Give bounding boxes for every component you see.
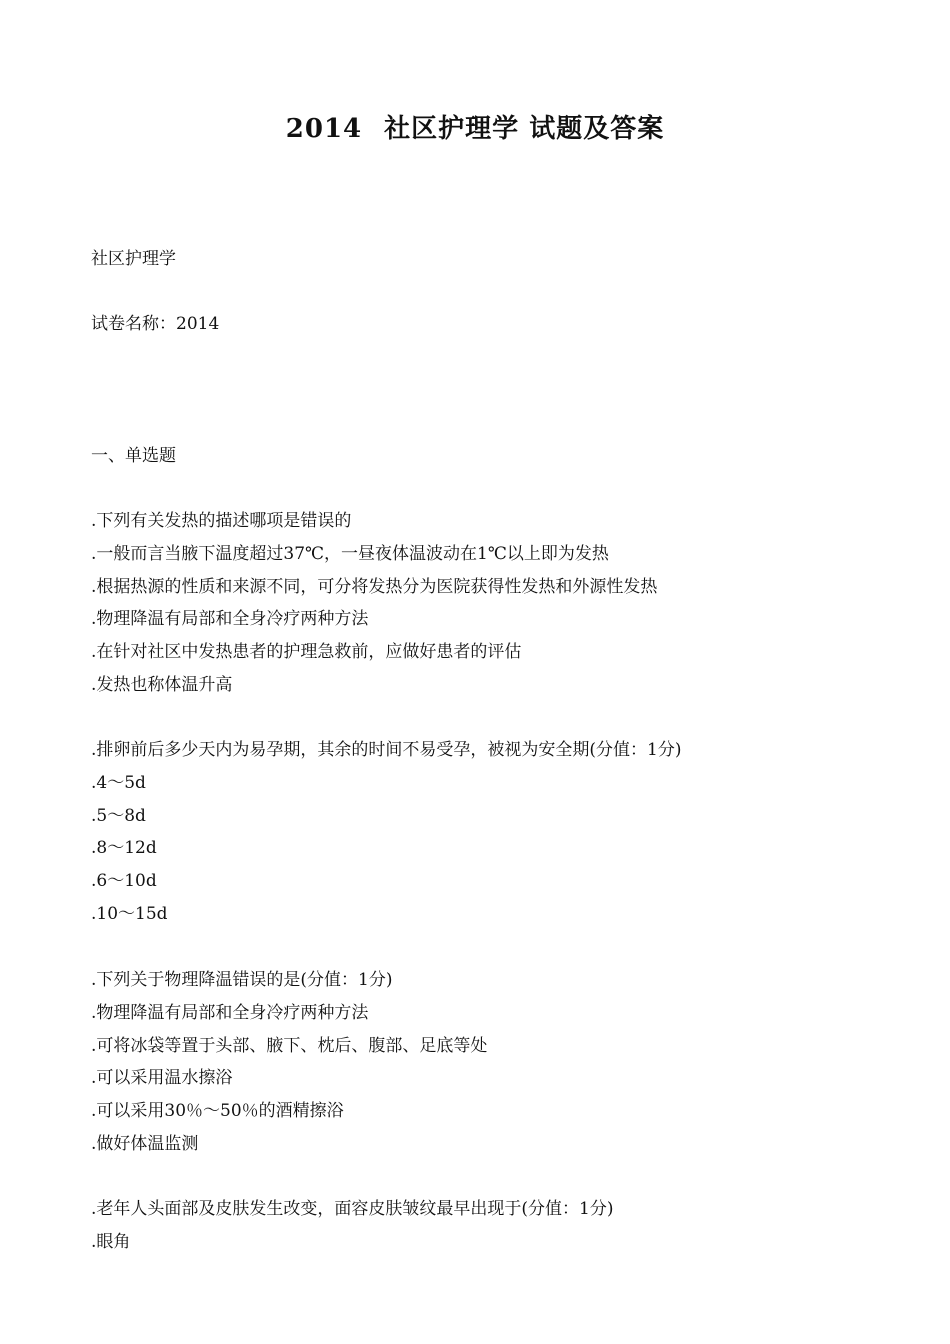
option-line: .可以采用30％～50％的酒精擦浴 (91, 1101, 344, 1122)
option-line: .在针对社区中发热患者的护理急救前，应做好患者的评估 (91, 642, 522, 663)
option-line: .可以采用温水擦浴 (91, 1068, 233, 1089)
question-block (91, 734, 911, 931)
question-block (91, 964, 911, 1161)
title-text: 社区护理学 试题及答案 (384, 114, 665, 144)
option-line: .做好体温监测 (91, 1133, 199, 1154)
question-stem: .排卵前后多少天内为易孕期，其余的时间不易受孕，被视为安全期(分值：1分) (91, 740, 682, 760)
option-line: .10～15d (91, 903, 168, 924)
option-line: .眼角 (91, 1231, 131, 1252)
option-line: .物理降温有局部和全身冷疗两种方法 (91, 609, 369, 630)
option-line: .6～10d (91, 871, 157, 892)
option-line: .5～8d (91, 805, 146, 826)
question-stem: .老年人头面部及皮肤发生改变，面容皮肤皱纹最早出现于(分值：1分) (91, 1199, 614, 1219)
option-line: .根据热源的性质和来源不同，可分将发热分为医院获得性发热和外源性发热 (91, 576, 658, 597)
question-stem: .下列有关发热的描述哪项是错误的 (91, 511, 352, 531)
title-year: 2014 (285, 114, 363, 144)
option-line: .4～5d (91, 772, 146, 793)
question-block (91, 1193, 911, 1259)
option-line: .8～12d (91, 838, 157, 859)
question-stem: .下列关于物理降温错误的是(分值：1分) (91, 970, 393, 990)
section-heading: 一、单选题 (91, 446, 176, 466)
question-block (91, 505, 911, 702)
subject-line: 社区护理学 (91, 249, 176, 269)
paper-name-line: 试卷名称：2014 (91, 314, 220, 334)
option-line: .物理降温有局部和全身冷疗两种方法 (91, 1002, 369, 1023)
option-line: .可将冰袋等置于头部、腋下、枕后、腹部、足底等处 (91, 1035, 488, 1056)
document-title (0, 110, 950, 148)
option-line: .发热也称体温升高 (91, 674, 233, 695)
option-line: .一般而言当腋下温度超过37℃，一昼夜体温波动在1℃以上即为发热 (91, 543, 609, 564)
